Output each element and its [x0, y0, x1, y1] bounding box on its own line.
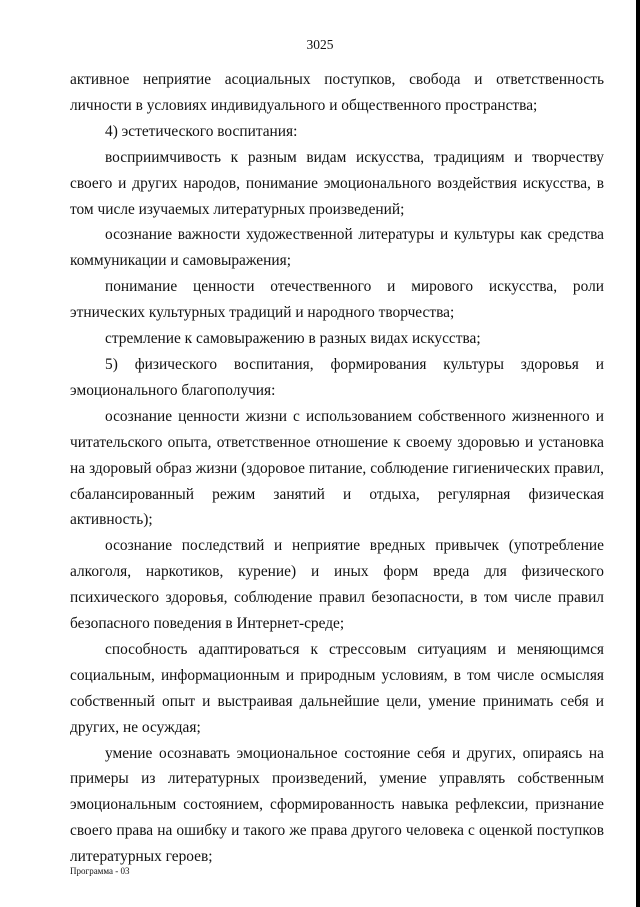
scan-border	[636, 0, 640, 907]
paragraph-stress-adaptation: способность адаптироваться к стрессовым ситуациям и меняющимся социальным, информационным и природным условиям, в том числе осмысляя собственный опыт и выстраивая дальнейшие цели, умение принимать себя и других, не осуждая;	[70, 640, 604, 736]
footer-program-label: Программа - 03	[70, 866, 130, 876]
paragraph-art-receptivity: восприимчивость к разным видам искусства, традициям и творчеству своего и других народов, понимание эмоционального воздействия искусства, в том числе изучаемых литературных произведений;	[70, 148, 604, 218]
paragraph-aesthetic-heading: 4) эстетического воспитания:	[105, 122, 298, 140]
paragraph-physical-heading: 5) физического воспитания, формирования культуры здоровья и эмоционального благополучия:	[70, 355, 604, 399]
paragraph-life-value: осознание ценности жизни с использованием собственного жизненного и читательского опыта, ответственное отношение к своему здоровью и установка на здоровый образ жизни (здоровое питание, соблюдение гигиенических правил, сбалансированный режим занятий и отдыха, регулярная физическая активность);	[70, 407, 604, 529]
paragraph-art-value: понимание ценности отечественного и мирового искусства, роли этнических культурных традиций и народного творчества;	[70, 278, 604, 322]
document-body	[70, 67, 604, 870]
paragraph-emotional-awareness: умение осознавать эмоциональное состояние себя и других, опираясь на примеры из литературных произведений, умение управлять собственным эмоциональным состоянием, сформированность навыка рефлексии, признание своего права на ошибку и такого же права другого человека с оценкой поступков литературных героев;	[70, 744, 604, 866]
paragraph-harmful-habits: осознание последствий и неприятие вредных привычек (употребление алкоголя, наркотиков, курение) и иных форм вреда для физического психического здоровья, соблюдение правил безопасности, в том числе правил безопасного поведения в Интернет-среде;	[70, 537, 604, 633]
page-number: 3025	[306, 37, 334, 52]
paragraph-literature-importance: осознание важности художественной литературы и культуры как средства коммуникации и самовыражения;	[70, 226, 604, 270]
paragraph-civic-continuation: активное неприятие асоциальных поступков, свобода и ответственность личности в условиях индивидуального и общественного пространства;	[70, 71, 604, 114]
paragraph-self-expression: стремление к самовыражению в разных видах искусства;	[105, 330, 481, 348]
